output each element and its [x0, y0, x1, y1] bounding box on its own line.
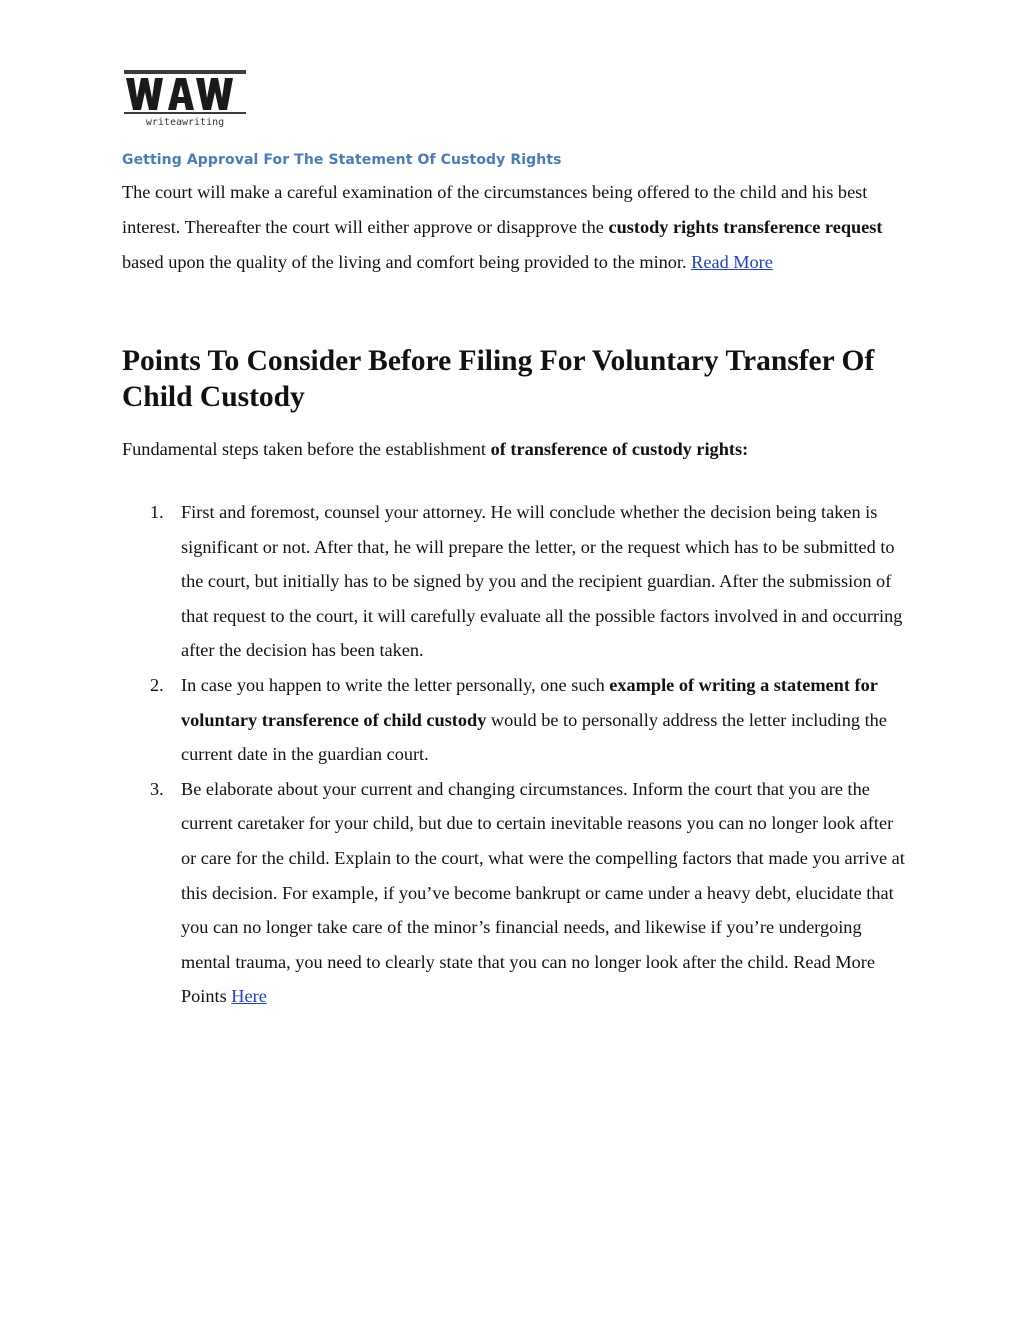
- list-number: 1.: [150, 502, 164, 522]
- here-link[interactable]: Here: [231, 986, 267, 1007]
- list-item-text-after: would be to personally address the letter including the current date in the guardian court.: [181, 709, 887, 765]
- intro-text-2: based upon the quality of the living and comfort being provided to the minor.: [122, 251, 692, 272]
- section-heading: Getting Approval For The Statement Of Custody Rights: [122, 152, 562, 168]
- article-title: Points To Consider Before Filing For Voluntary Transfer Of Child Custody: [122, 345, 875, 413]
- read-more-link[interactable]: Read More: [691, 251, 773, 272]
- intro-paragraph: [122, 175, 922, 279]
- list-item: [122, 772, 912, 1014]
- list-item: [122, 495, 912, 668]
- lead-bold: of transference of custody rights:: [490, 439, 749, 459]
- list-item-text-before: In case you happen to write the letter personally, one such: [181, 674, 610, 695]
- list-item-text: [181, 668, 912, 772]
- list-item-bold: example of writing a statement for voluntary transference of child custody: [181, 674, 878, 730]
- list-item-text: [181, 772, 912, 1014]
- list-item-text-body: Be elaborate about your current and changing circumstances. Inform the court that you are the current caretaker for your child, but due to certain inevitable reasons you can no longer look after or care for the child. Explain to the court, what were the compelling factors that made you arrive at this decision. For example, if you’ve become bankrupt or came under a heavy debt, elucidate that you can no longer take care of the minor’s financial needs, and likewise if you’re undergoing mental trauma, you need to clearly state that you can no longer look after the child. Read More Points: [181, 778, 905, 1007]
- intro-text-1: The court will make a careful examination of the circumstances being offered to the child and his best interest. Thereafter the court will either approve or disapprove the: [122, 182, 868, 237]
- writeawriting-logo: [124, 70, 246, 128]
- list-item: [122, 668, 912, 772]
- list-number: 3.: [150, 778, 164, 799]
- intro-bold-phrase: custody rights transference request: [608, 216, 883, 237]
- list-item-text: First and foremost, counsel your attorney. He will conclude whether the decision being taken is significant or not. After that, he will prepare the letter, or the request which has to be submitted to the court, but initially has to be signed by you and the recipient guardian. After the submission of that request to the court, it will carefully evaluate all the possible factors involved in and occurring after the decision has been taken.: [181, 502, 903, 661]
- lead-paragraph: [122, 434, 748, 464]
- list-number: 2.: [150, 674, 164, 695]
- logo-caption: writeawriting: [145, 117, 225, 128]
- points-list: [122, 495, 912, 1014]
- lead-text: Fundamental steps taken before the establishment: [122, 439, 491, 459]
